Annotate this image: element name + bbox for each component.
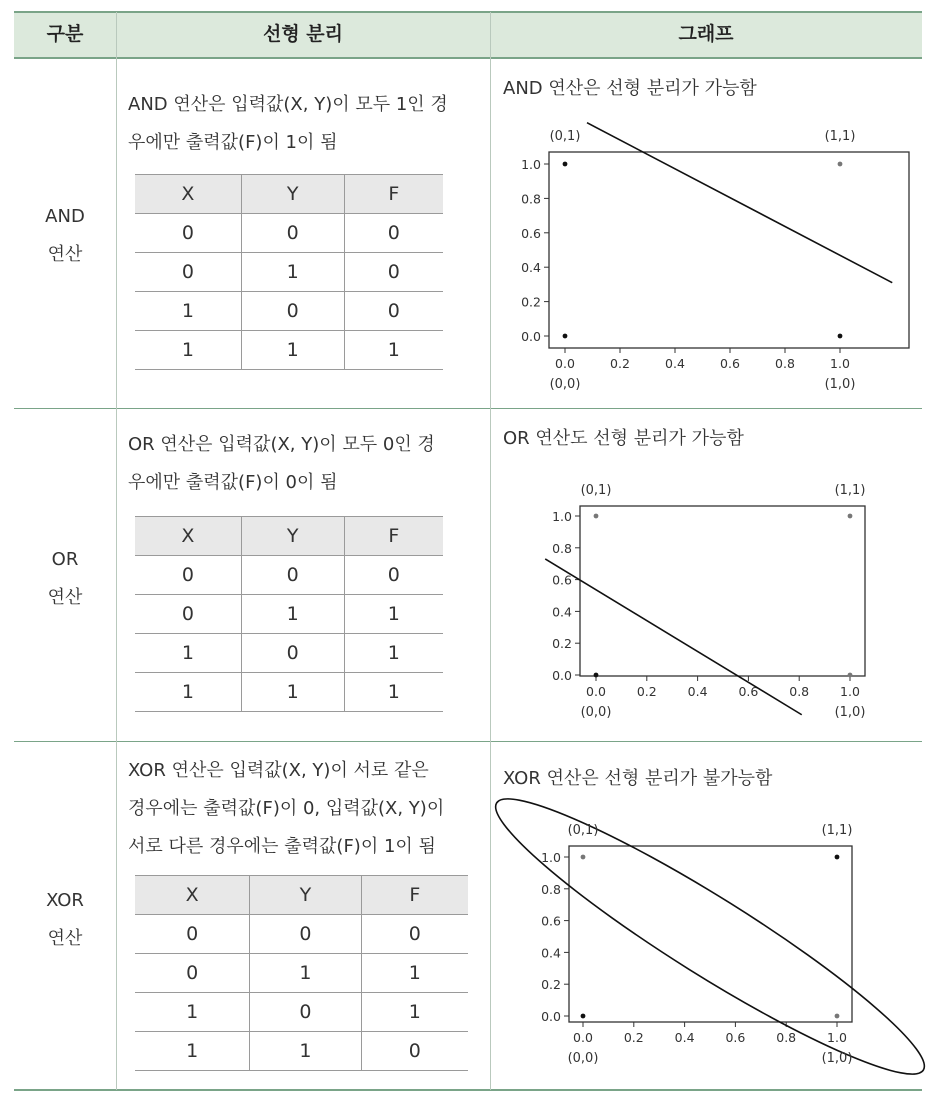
header-category: 구분 <box>46 23 84 45</box>
table-cell: 1 <box>344 673 443 712</box>
plot-frame <box>549 152 909 348</box>
table-cell: 0 <box>344 556 443 595</box>
description-and <box>128 86 483 162</box>
table-header: F <box>344 517 443 556</box>
table-header: Y <box>241 517 344 556</box>
x-tick-label: 0.8 <box>775 356 795 371</box>
table-header: Y <box>241 175 344 214</box>
y-tick-label: 0.8 <box>552 540 572 556</box>
point-label: (1,1) <box>821 823 853 838</box>
point-label: (1,0) <box>834 705 866 720</box>
table-cell: 0 <box>344 253 443 292</box>
table-header: X <box>135 517 241 556</box>
x-tick-label: 0.0 <box>586 684 606 699</box>
table-cell: 1 <box>241 673 344 712</box>
category-line2: 연산 <box>47 928 83 949</box>
table-cell: 0 <box>344 214 443 253</box>
table-cell: 1 <box>241 595 344 634</box>
y-tick-label: 0.0 <box>541 1009 561 1024</box>
chart-or <box>495 470 915 732</box>
point-label: (1,1) <box>834 483 866 498</box>
description-line: AND 연산은 입력값(X, Y)이 모두 1인 경 <box>128 94 448 115</box>
table-cell: 1 <box>135 993 250 1032</box>
table-cell: 1 <box>344 595 443 634</box>
table-cell: 1 <box>361 954 468 993</box>
description-xor <box>128 752 483 866</box>
data-point <box>581 1014 586 1019</box>
table-cell: 0 <box>135 954 250 993</box>
header-separability: 선형 분리 <box>262 23 344 45</box>
graph-title-or: OR 연산도 선형 분리가 가능함 <box>503 428 744 449</box>
point-label: (0,0) <box>567 1051 599 1066</box>
y-tick-label: 0.2 <box>521 294 541 310</box>
separator-line <box>545 559 802 715</box>
x-tick-label: 0.6 <box>725 1030 746 1045</box>
table-cell: 1 <box>135 673 241 712</box>
chart-and <box>495 120 915 400</box>
description-line: XOR 연산은 입력값(X, Y)이 서로 같은 <box>128 760 429 781</box>
y-tick-label: 0.4 <box>552 604 572 620</box>
table-cell: 1 <box>344 634 443 673</box>
table-header: F <box>344 175 443 214</box>
chart-xor <box>495 812 915 1082</box>
x-tick-label: 0.4 <box>665 356 685 371</box>
point-label: (0,0) <box>549 377 581 392</box>
y-tick-label: 0.6 <box>521 225 541 241</box>
point-label: (0,1) <box>549 129 581 144</box>
data-point <box>848 673 853 678</box>
row-divider-1 <box>14 408 922 409</box>
x-tick-label: 0.0 <box>573 1030 593 1045</box>
x-tick-label: 0.4 <box>687 684 708 699</box>
y-tick-label: 1.0 <box>521 157 541 172</box>
y-tick-label: 0.4 <box>541 945 561 961</box>
category-xor <box>14 882 116 958</box>
table-cell: 0 <box>135 595 241 634</box>
y-tick-label: 0.8 <box>521 191 541 207</box>
point-label: (1,0) <box>824 377 856 392</box>
description-line: OR 연산은 입력값(X, Y)이 모두 0인 경 <box>128 434 435 455</box>
description-line: 우에만 출력값(F)이 1이 됨 <box>128 132 338 153</box>
description-line: 우에만 출력값(F)이 0이 됨 <box>128 472 338 493</box>
description-line: 경우에는 출력값(F)이 0, 입력값(X, Y)이 <box>128 798 445 819</box>
data-point <box>581 855 586 860</box>
bottom-border <box>14 1089 922 1091</box>
y-tick-label: 0.4 <box>521 260 541 276</box>
y-tick-label: 0.0 <box>552 668 572 683</box>
y-tick-label: 0.2 <box>541 977 561 993</box>
x-tick-label: 0.0 <box>555 356 575 371</box>
truth-table-xor <box>135 875 468 1071</box>
y-tick-label: 0.8 <box>541 881 561 897</box>
table-cell: 0 <box>135 556 241 595</box>
header-graph: 그래프 <box>678 23 734 45</box>
data-point <box>563 162 568 167</box>
table-cell: 1 <box>135 292 241 331</box>
table-cell: 1 <box>135 331 241 370</box>
table-cell: 0 <box>241 634 344 673</box>
graph-title-and: AND 연산은 선형 분리가 가능함 <box>503 78 757 99</box>
point-label: (1,1) <box>824 129 856 144</box>
table-cell: 0 <box>135 915 250 954</box>
table-cell: 1 <box>361 993 468 1032</box>
table-header: Y <box>250 876 361 915</box>
x-tick-label: 0.2 <box>610 356 630 371</box>
x-tick-label: 1.0 <box>840 684 860 699</box>
graph-title-xor: XOR 연산은 선형 분리가 불가능함 <box>503 768 773 789</box>
x-tick-label: 0.6 <box>738 684 759 699</box>
point-label: (0,1) <box>580 483 612 498</box>
category-line2: 연산 <box>47 587 83 608</box>
table-cell: 1 <box>135 1032 250 1071</box>
data-point <box>838 334 843 339</box>
header-bottom-border <box>14 57 922 59</box>
data-point <box>563 334 568 339</box>
y-tick-label: 0.0 <box>521 329 541 344</box>
y-tick-label: 1.0 <box>552 509 572 524</box>
y-tick-label: 0.6 <box>552 572 572 588</box>
table-cell: 1 <box>241 331 344 370</box>
x-tick-label: 0.2 <box>636 684 657 699</box>
x-tick-label: 1.0 <box>830 356 850 371</box>
table-cell: 0 <box>135 253 241 292</box>
table-cell: 0 <box>241 292 344 331</box>
x-tick-label: 1.0 <box>827 1030 847 1045</box>
category-line1: AND <box>45 206 85 227</box>
y-tick-label: 1.0 <box>541 850 561 865</box>
table-header: X <box>135 876 250 915</box>
description-line: 서로 다른 경우에는 출력값(F)이 1이 됨 <box>128 836 436 857</box>
row-divider-2 <box>14 741 922 742</box>
data-point <box>835 855 840 860</box>
x-tick-label: 0.4 <box>674 1030 695 1045</box>
table-cell: 0 <box>250 915 361 954</box>
data-point <box>594 673 599 678</box>
data-point <box>838 162 843 167</box>
table-cell: 1 <box>344 331 443 370</box>
point-label: (1,0) <box>821 1051 853 1066</box>
category-or <box>14 541 116 617</box>
table-cell: 1 <box>135 634 241 673</box>
x-tick-label: 0.8 <box>776 1030 797 1045</box>
table-cell: 1 <box>241 253 344 292</box>
table-cell: 1 <box>250 1032 361 1071</box>
table-cell: 0 <box>135 214 241 253</box>
plot-frame <box>569 846 852 1022</box>
category-line1: OR <box>51 549 79 570</box>
plot-frame <box>580 506 865 676</box>
table-cell: 0 <box>344 292 443 331</box>
truth-table-or <box>135 516 443 712</box>
table-cell: 0 <box>361 915 468 954</box>
table-header: X <box>135 175 241 214</box>
y-tick-label: 0.2 <box>552 636 572 652</box>
x-tick-label: 0.6 <box>720 356 740 371</box>
x-tick-label: 0.2 <box>623 1030 644 1045</box>
table-cell: 0 <box>241 556 344 595</box>
separator-line <box>587 123 892 283</box>
x-tick-label: 0.8 <box>789 684 810 699</box>
description-or <box>128 426 483 502</box>
data-point <box>848 514 853 519</box>
data-point <box>594 514 599 519</box>
table-header: F <box>361 876 468 915</box>
point-label: (0,1) <box>567 823 599 838</box>
table-cell: 0 <box>241 214 344 253</box>
table-cell: 1 <box>250 954 361 993</box>
truth-table-and <box>135 174 443 370</box>
category-line1: XOR <box>46 890 84 911</box>
table-cell: 0 <box>250 993 361 1032</box>
column-divider-2 <box>490 12 491 1090</box>
column-divider-1 <box>116 12 117 1090</box>
data-point <box>835 1014 840 1019</box>
y-tick-label: 0.6 <box>541 913 561 929</box>
category-line2: 연산 <box>47 244 83 265</box>
category-and <box>14 198 116 274</box>
table-cell: 0 <box>361 1032 468 1071</box>
point-label: (0,0) <box>580 705 612 720</box>
separator-ellipse <box>476 770 936 1099</box>
